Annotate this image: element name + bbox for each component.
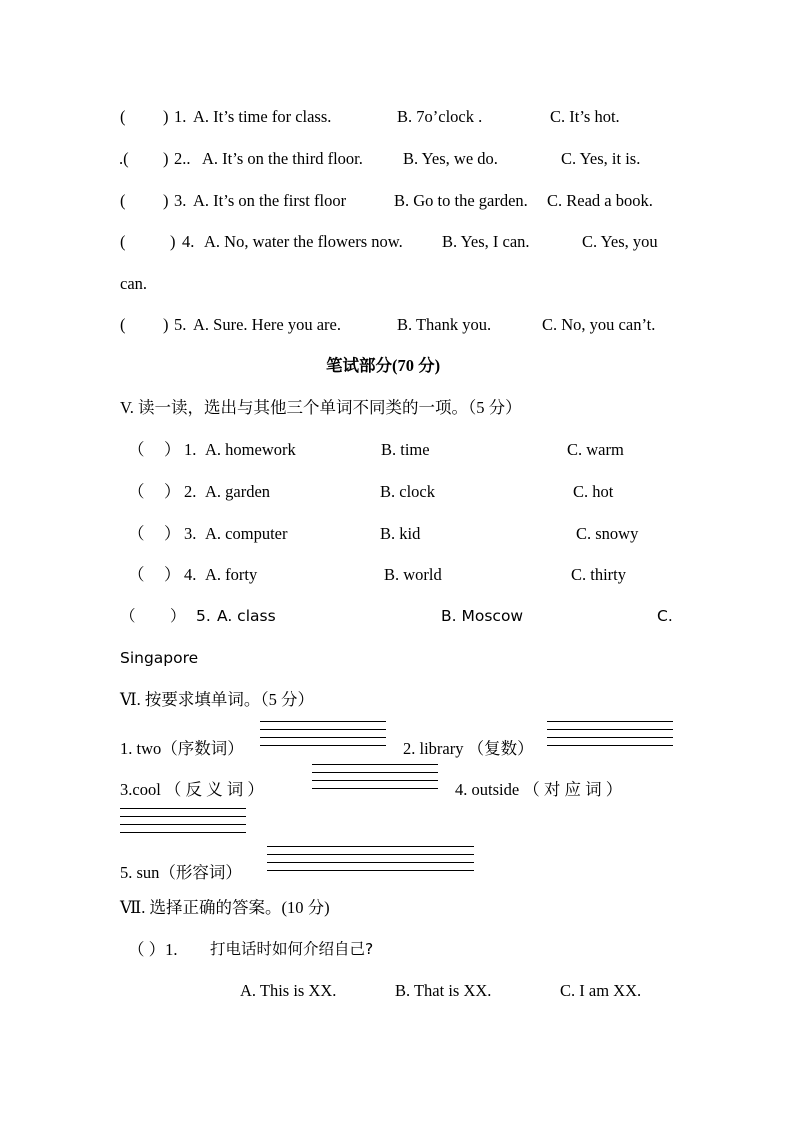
s5-q1-option-a: A. homework — [205, 440, 296, 459]
s5-q1-bracket-close: ） — [164, 440, 181, 459]
q2-option-c: C. Yes, it is. — [561, 149, 641, 168]
q3-option-b: B. Go to the garden. — [394, 191, 528, 210]
q1-bracket-close: ) — [163, 107, 169, 126]
s5-q4-bracket-close: ） — [164, 565, 181, 584]
s5-q3-bracket-open: （ — [128, 524, 145, 543]
s6-q3-answer-lines[interactable] — [312, 764, 438, 796]
s6-q5-answer-lines[interactable] — [267, 846, 474, 878]
s5-q5-option-b: B. Moscow — [441, 607, 524, 625]
q1-number: 1. — [174, 107, 187, 126]
q5-bracket-close: ) — [163, 315, 169, 334]
s6-q2-answer-lines[interactable] — [547, 721, 673, 753]
q4-option-a: A. No, water the flowers now. — [204, 232, 403, 251]
s5-q1-option-c: C. warm — [567, 440, 624, 459]
s7-q1-option-b: B. That is XX. — [395, 981, 492, 1000]
written-section-title: 笔试部分(70 分) — [326, 356, 441, 375]
q2-option-b: B. Yes, we do. — [403, 149, 498, 168]
s5-q4-option-c: C. thirty — [571, 565, 627, 584]
s5-q4-option-a: A. forty — [205, 565, 258, 584]
s5-q3-option-a: A. computer — [205, 524, 288, 543]
s6-q1-answer-lines[interactable] — [260, 721, 386, 753]
q4-bracket-close: ) — [170, 232, 176, 251]
s6-q4-label: 4. outside （ 对 应 词 ） — [455, 780, 623, 799]
q3-bracket-close: ) — [163, 191, 169, 210]
q4-option-b: B. Yes, I can. — [442, 232, 530, 251]
section7-title: Ⅶ. 选择正确的答案。(10 分) — [120, 898, 330, 917]
s5-q1-number: 1. — [184, 440, 197, 459]
s5-q5-option-a: A. class — [217, 607, 276, 625]
q1-option-a: A. It’s time for class. — [193, 107, 332, 126]
s5-q3-option-b: B. kid — [380, 524, 421, 543]
q3-option-c: C. Read a book. — [547, 191, 653, 210]
s5-q2-number: 2. — [184, 482, 197, 501]
s6-q3-label: 3.cool （ 反 义 词 ） — [120, 780, 264, 799]
section5-title: V. 读一读，选出与其他三个单词不同类的一项。（5 分） — [120, 398, 522, 417]
s5-q5-option-c: C. — [657, 607, 673, 625]
s5-q1-option-b: B. time — [381, 440, 430, 459]
s6-q1-label: 1. two（序数词） — [120, 739, 244, 758]
s5-q4-option-b: B. world — [384, 565, 442, 584]
s7-q1-bracket: （ ）1. — [128, 940, 178, 959]
s7-q1-question: 打电话时如何介绍自己? — [210, 940, 374, 958]
q3-number: 3. — [174, 191, 187, 210]
q5-bracket: ( — [120, 315, 126, 334]
section6-title: Ⅵ. 按要求填单词。（5 分） — [120, 690, 314, 709]
q5-number: 5. — [174, 315, 187, 334]
s5-q1-bracket-open: （ — [128, 440, 145, 459]
s5-q5-number: 5. — [196, 607, 211, 625]
s5-q2-option-b: B. clock — [380, 482, 435, 501]
s5-q5-option-c-cont: Singapore — [120, 649, 199, 667]
q5-option-b: B. Thank you. — [397, 315, 492, 334]
q4-option-c: C. Yes, you — [582, 232, 658, 251]
s6-q4-answer-lines[interactable] — [120, 808, 246, 840]
s5-q3-option-c: C. snowy — [576, 524, 639, 543]
s6-q5-label: 5. sun（形容词） — [120, 863, 242, 882]
q2-number: 2.. — [174, 149, 191, 168]
s5-q4-number: 4. — [184, 565, 197, 584]
s7-q1-option-a: A. This is XX. — [240, 981, 337, 1000]
s5-q2-bracket-close: ） — [164, 482, 181, 501]
s5-q4-bracket-open: （ — [128, 565, 145, 584]
s7-q1-option-c: C. I am XX. — [560, 981, 642, 1000]
s5-q2-option-a: A. garden — [205, 482, 271, 501]
s5-q5-bracket-close: ） — [170, 607, 186, 625]
q1-bracket: ( — [120, 107, 126, 126]
s5-q2-option-c: C. hot — [573, 482, 614, 501]
q5-option-c: C. No, you can’t. — [542, 315, 656, 334]
q1-option-c: C. It’s hot. — [550, 107, 620, 126]
q1-option-b: B. 7o’clock . — [397, 107, 483, 126]
q4-bracket: ( — [120, 232, 126, 251]
s6-q2-label: 2. library （复数） — [403, 739, 534, 758]
q4-number: 4. — [182, 232, 195, 251]
q3-bracket: ( — [120, 191, 126, 210]
s5-q2-bracket-open: （ — [128, 482, 145, 501]
q2-option-a: A. It’s on the third floor. — [202, 149, 363, 168]
q5-option-a: A. Sure. Here you are. — [193, 315, 341, 334]
q3-option-a: A. It’s on the first floor — [193, 191, 347, 210]
s5-q3-number: 3. — [184, 524, 197, 543]
s5-q5-bracket-open: （ — [120, 607, 136, 625]
q2-bracket: .( — [119, 149, 129, 168]
q2-bracket-close: ) — [163, 149, 169, 168]
q4-option-c-cont: can. — [120, 274, 148, 293]
s5-q3-bracket-close: ） — [164, 524, 181, 543]
